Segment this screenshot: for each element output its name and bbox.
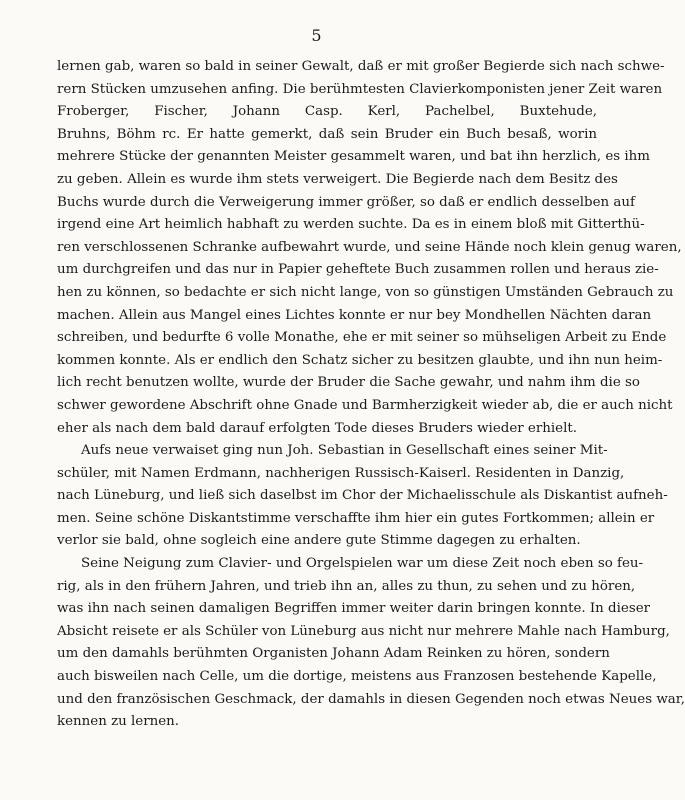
text-line: machen. Allein aus Mangel eines Lichtes konnte er nur bey Mondhellen Nächten daran <box>57 307 652 323</box>
text-line: schwer gewordene Abschrift ohne Gnade und Barmherzigkeit wieder ab, die er auch nicht <box>57 397 673 413</box>
text-line: irgend eine Art heimlich habhaft zu werden suchte. Da es in einem bloß mit Gitterthü- <box>57 217 645 233</box>
text-line: men. Seine schöne Diskantstimme verschaffte ihm hier ein gutes Fortkommen; allein er <box>57 510 655 526</box>
text-line: und den französischen Geschmack, der damahls in diesen Gegenden noch etwas Neues war, <box>57 691 685 707</box>
paragraph-3 <box>57 553 685 734</box>
text-line: Aufs neue verwaiset ging nun Joh. Sebastian in Gesellschaft eines seiner Mit- <box>81 443 608 459</box>
text-line: um durchgreifen und das nur in Papier geheftete Buch zusammen rollen und heraus zie- <box>57 262 659 278</box>
text-line: schüler, mit Namen Erdmann, nachherigen Russisch-Kaiserl. Residenten in Danzig, <box>57 465 625 481</box>
text-line: mehrere Stücke der genannten Meister gesammelt waren, und bat ihn herzlich, es ihm <box>57 149 650 165</box>
text-line: was ihn nach seinen damaligen Begriffen immer weiter darin bringen konnte. In dieser <box>57 601 651 617</box>
text-line: rern Stücken umzusehen anfing. Die berühmtesten Clavierkomponisten jener Zeit waren <box>57 81 663 97</box>
text-line: Seine Neigung zum Clavier- und Orgelspielen war um diese Zeit noch eben so feu- <box>81 556 644 572</box>
text-line: kennen zu lernen. <box>57 714 180 730</box>
text-line: Bruhns, Böhm rc. Er hatte gemerkt, daß sein Bruder ein Buch besaß, worin <box>57 126 597 142</box>
text-line: zu geben. Allein es wurde ihm stets verweigert. Die Begierde nach dem Besitz des <box>57 171 618 187</box>
text-line: schreiben, und bedurfte 6 volle Monathe, ehe er mit seiner so mühseligen Arbeit zu Ende <box>57 330 667 346</box>
text-line: lich recht benutzen wollte, wurde der Bruder die Sache gewahr, und nahm ihm die so <box>57 375 640 391</box>
body-text <box>57 56 685 734</box>
text-line: kommen konnte. Als er endlich den Schatz sicher zu besitzen glaubte, und ihn nun heim- <box>57 352 663 368</box>
text-line: rig, als in den frühern Jahren, und trieb ihn an, alles zu thun, zu sehen und zu hören, <box>57 578 636 594</box>
text-line: lernen gab, waren so bald in seiner Gewalt, daß er mit großer Begierde sich nach schwe- <box>57 59 665 74</box>
text-line: auch bisweilen nach Celle, um die dortige, meistens aus Franzosen bestehende Kapelle, <box>57 669 657 685</box>
text-line: Buchs wurde durch die Verweigerung immer größer, so daß er endlich desselben auf <box>57 194 635 210</box>
text-line: Froberger, Fischer, Johann Casp. Kerl, Pachelbel, Buxtehude, <box>57 104 597 120</box>
text-line: um den damahls berühmten Organisten Johann Adam Reinken zu hören, sondern <box>57 646 610 662</box>
text-line: ren verschlossenen Schranke aufbewahrt wurde, und seine Hände noch klein genug waren, <box>57 239 682 255</box>
text-line: Absicht reisete er als Schüler von Lüneburg aus nicht nur mehrere Mahle nach Hamburg, <box>57 623 670 639</box>
paragraph-1 <box>57 56 682 440</box>
text-line: eher als nach dem bald darauf erfolgten Tode dieses Bruders wieder erhielt. <box>57 420 577 436</box>
text-line: verlor sie bald, ohne sogleich eine andere gute Stimme dagegen zu erhalten. <box>57 533 581 549</box>
page-number: 5 <box>311 26 322 45</box>
paragraph-2 <box>57 440 668 553</box>
text-line: hen zu können, so bedachte er sich nicht lange, von so günstigen Umständen Gebrauch zu <box>57 284 674 300</box>
text-line: nach Lüneburg, und ließ sich daselbst im Chor der Michaelisschule als Diskantist aufneh- <box>57 488 668 504</box>
